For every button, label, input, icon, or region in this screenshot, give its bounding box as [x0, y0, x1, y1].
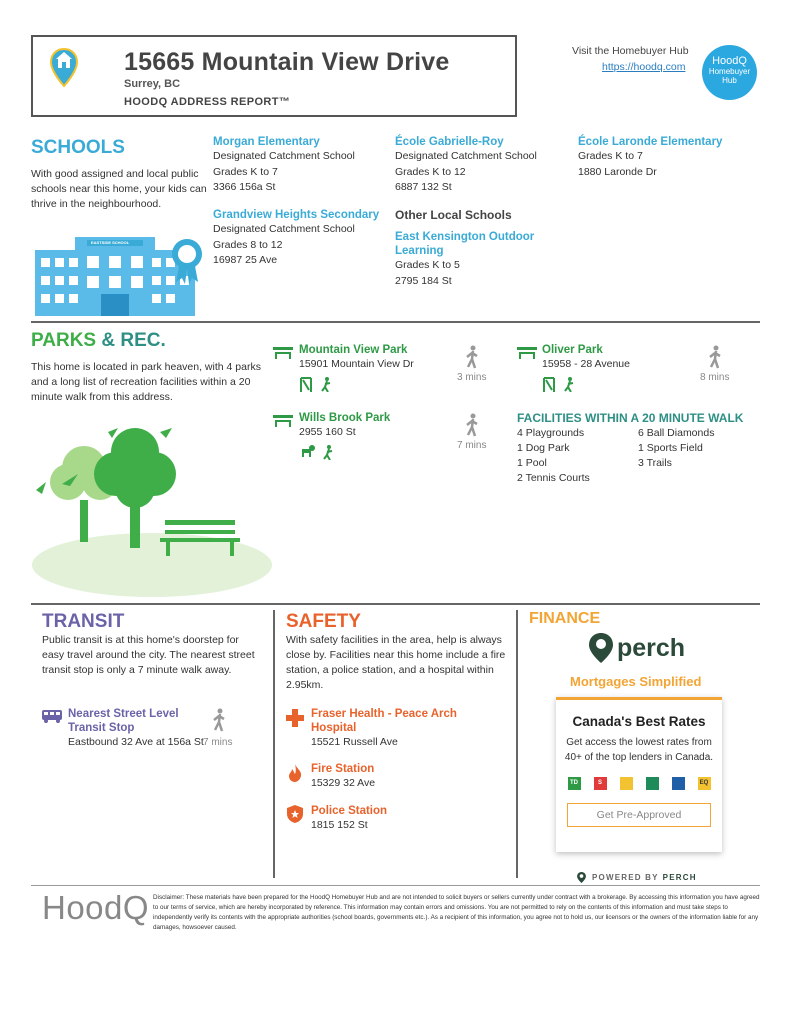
facilities-left-list	[517, 426, 635, 486]
perch-pin-icon	[589, 633, 613, 663]
hoodq-logo: HoodQ	[42, 889, 150, 926]
facility-item: 2 Tennis Courts	[517, 472, 590, 484]
school-grades: Grades K to 5	[395, 259, 460, 271]
walking-person-icon	[212, 708, 228, 737]
school-name[interactable]: Grandview Heights Secondary	[213, 209, 380, 221]
bank-logo-icon	[646, 777, 659, 790]
powered-by-brand: PERCH	[662, 873, 697, 882]
powered-by-label: POWERED BY	[592, 873, 659, 882]
school-building-illustration	[35, 232, 205, 325]
school-card-1	[213, 135, 383, 196]
park-address: 15901 Mountain View Dr	[299, 358, 414, 370]
perch-tagline: Mortgages Simplified	[570, 674, 702, 689]
school-card-other	[395, 230, 555, 289]
hospital-cross-icon	[286, 709, 304, 732]
section-divider	[31, 603, 760, 605]
playground-icon	[299, 376, 313, 397]
hub-badge[interactable]	[702, 45, 757, 100]
safety-item-name[interactable]: Fraser Health - Peace Arch Hospital	[311, 708, 457, 734]
hub-badge-title: HoodQ	[712, 55, 747, 67]
school-type: Designated Catchment School	[395, 150, 537, 162]
pool-swimmer-icon	[323, 444, 335, 465]
bank-logo-row	[556, 777, 722, 790]
parks-heading	[31, 330, 166, 352]
transit-stop-address: Eastbound 32 Ave at 156a St	[68, 736, 204, 748]
bank-logo-icon: S	[594, 777, 607, 790]
parks-heading-main: PARKS	[31, 330, 97, 351]
school-address: 16987 25 Ave	[213, 254, 278, 266]
column-divider	[273, 610, 275, 878]
safety-item-hospital	[311, 707, 501, 750]
finance-card-title: Canada's Best Rates	[572, 714, 706, 729]
safety-item-fire	[311, 762, 501, 791]
school-address: 1880 Laronde Dr	[578, 165, 657, 178]
school-card-4	[213, 208, 383, 269]
walking-person-icon	[465, 413, 481, 442]
hub-link[interactable]: https://hoodq.com	[602, 61, 686, 73]
park-name[interactable]: Wills Brook Park	[299, 412, 391, 424]
school-name[interactable]: École Gabrielle-Roy	[395, 136, 504, 148]
bank-logo-icon: TD	[568, 777, 581, 790]
report-label: HOODQ ADDRESS REPORT™	[124, 96, 291, 108]
finance-heading: FINANCE	[529, 610, 601, 627]
transit-stop-title[interactable]: Nearest Street Level Transit Stop	[68, 708, 179, 734]
safety-item-name[interactable]: Fire Station	[311, 763, 375, 775]
bank-logo-icon	[620, 777, 633, 790]
school-grades: Grades 8 to 12	[213, 238, 283, 251]
school-name[interactable]: École Laronde Elementary	[578, 136, 723, 148]
safety-item-police	[311, 804, 501, 833]
school-grades: Grades K to 7	[213, 165, 278, 178]
section-divider	[31, 321, 760, 323]
police-badge-icon	[287, 805, 303, 828]
powered-by-perch	[577, 872, 697, 883]
perch-brand: perch	[617, 633, 686, 662]
parks-description: This home is located in park heaven, with 4 parks and a long list of recreation facilities within a 20 minute walk from this address.	[31, 361, 261, 403]
safety-heading: SAFETY	[286, 611, 361, 632]
footer-divider	[31, 885, 760, 886]
school-grades: Grades K to 7	[578, 150, 643, 162]
park-address: 15958 - 28 Avenue	[542, 358, 630, 370]
facility-item: 1 Pool	[517, 457, 547, 469]
school-type: Designated Catchment School	[213, 150, 355, 162]
park-name[interactable]: Oliver Park	[542, 344, 603, 356]
hub-badge-line1: Homebuyer	[708, 67, 751, 76]
walk-time: 8 mins	[700, 372, 730, 383]
bank-logo-icon: EQ	[698, 777, 711, 790]
facility-item: 4 Playgrounds	[517, 427, 585, 439]
pool-swimmer-icon	[321, 376, 333, 397]
safety-description: With safety facilities in the area, help is always close by. Facilities near this home include a fire station, a police station, and a hospital within 2.95km.	[286, 634, 506, 691]
bank-logo-icon	[672, 777, 685, 790]
bench-icon	[273, 413, 293, 432]
walk-time: 7 mins	[203, 737, 233, 748]
school-name[interactable]: East Kensington Outdoor Learning	[395, 231, 535, 257]
schools-description: With good assigned and local public schools near this home, your kids can thrive in the neighbourhood.	[31, 168, 207, 210]
facility-item: 3 Trails	[638, 457, 672, 469]
address-city: Surrey, BC	[124, 78, 181, 90]
school-grades: Grades K to 12	[395, 165, 466, 178]
hub-prompt: Visit the Homebuyer Hub	[572, 45, 689, 57]
home-pin-icon	[50, 48, 78, 93]
facility-item: 1 Sports Field	[638, 442, 703, 454]
transit-heading: TRANSIT	[42, 611, 125, 632]
safety-item-address: 15521 Russell Ave	[311, 736, 398, 748]
safety-item-address: 1815 152 St	[311, 819, 368, 831]
dog-icon	[299, 444, 315, 465]
hub-badge-line2: Hub	[722, 76, 737, 85]
school-building-sign: EASTSIDE SCHOOL	[91, 240, 130, 245]
bench-icon	[517, 345, 537, 364]
school-address: 3366 156a St	[213, 181, 276, 193]
walking-person-icon	[708, 345, 724, 374]
safety-item-address: 15329 32 Ave	[311, 777, 376, 789]
walking-person-icon	[465, 345, 481, 374]
school-type: Designated Catchment School	[213, 223, 355, 235]
get-pre-approved-button[interactable]: Get Pre-Approved	[567, 803, 711, 827]
schools-heading: SCHOOLS	[31, 137, 125, 158]
school-address: 6887 132 St	[395, 181, 452, 193]
finance-card	[556, 697, 722, 852]
facility-item: 1 Dog Park	[517, 442, 570, 454]
disclaimer-text: Disclaimer: These materials have been prepared for the HoodQ Homebuyer Hub and are not intended to solicit buyers or sellers currently under contract with a brokerage. By accessing this information you have agreed to our terms of service, which are hereby incorporated by reference. This information may contain errors and omissions. You are not permitted to rely on the contents of this information and must take steps to independently verify its contents with the appropriate authorities (school boards, governments etc.). As a recipient of this information, you agree not to hold us, our licensors or the owners of the information liable for any damages, howsoever caused.	[153, 894, 760, 931]
school-name[interactable]: Morgan Elementary	[213, 136, 320, 148]
safety-item-name[interactable]: Police Station	[311, 805, 388, 817]
parks-heading-rec: & REC.	[96, 330, 166, 351]
finance-card-text: Get access the lowest rates from 40+ of the top lenders in Canada.	[564, 737, 714, 763]
park-card-3	[299, 411, 390, 465]
school-card-3	[578, 135, 758, 180]
perch-pin-icon	[577, 872, 586, 883]
playground-icon	[542, 376, 556, 397]
walk-time: 3 mins	[457, 372, 487, 383]
park-name[interactable]: Mountain View Park	[299, 344, 408, 356]
facilities-right-list	[638, 426, 758, 471]
pool-swimmer-icon	[564, 376, 576, 397]
fire-flame-icon	[288, 764, 302, 787]
facility-item: 6 Ball Diamonds	[638, 427, 715, 439]
address-title: 15665 Mountain View Drive	[124, 48, 450, 76]
walk-time: 7 mins	[457, 440, 487, 451]
transit-description: Public transit is at this home's doorstep for easy travel around the city. The nearest street transit stop is only a 7 minute walk away.	[42, 634, 255, 676]
column-divider	[516, 610, 518, 878]
park-illustration	[32, 420, 274, 605]
bus-icon	[42, 710, 62, 728]
bench-icon	[273, 345, 293, 364]
facilities-heading: FACILITIES WITHIN A 20 MINUTE WALK	[517, 411, 744, 425]
school-card-2	[395, 135, 570, 196]
park-address: 2955 160 St	[299, 426, 356, 438]
other-schools-heading: Other Local Schools	[395, 208, 512, 222]
school-address: 2795 184 St	[395, 274, 452, 287]
park-card-2	[542, 343, 630, 397]
transit-stop-card	[68, 707, 208, 750]
park-card-1	[299, 343, 414, 397]
perch-logo	[589, 633, 685, 663]
